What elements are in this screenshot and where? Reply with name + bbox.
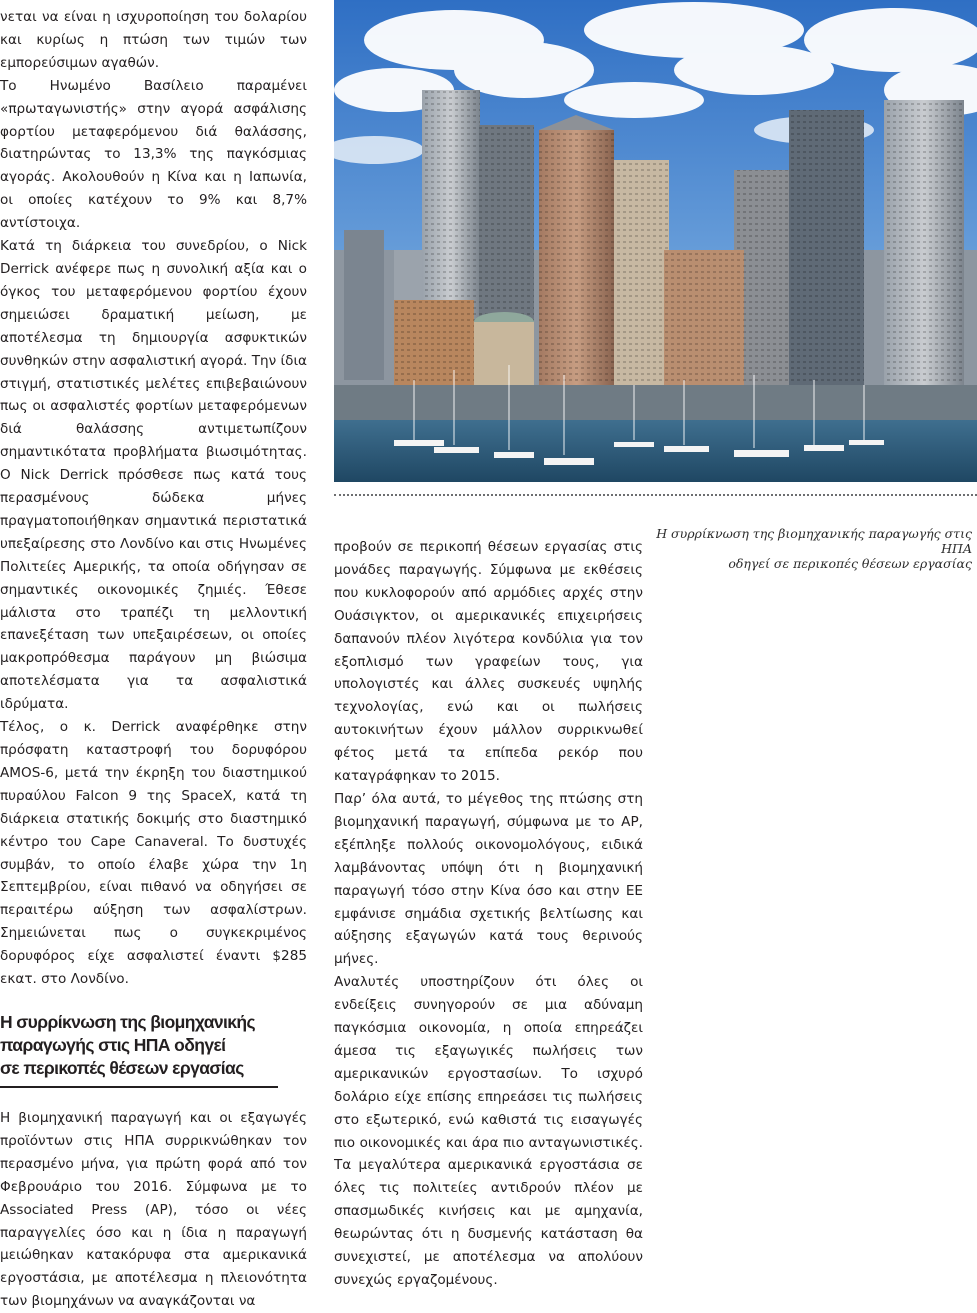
- paragraph: προβούν σε περικοπή θέσεων εργασίας στις μονάδες παραγωγής. Σύμφωνα με εκθέσεις που κυκλοφορούν από αρμόδιες αρχές στην Ουάσιγκτον, οι αμερικανικές επιχειρήσεις δαπανούν πλέον λιγότερα κονδύλια για τον εξοπλισμό των γραφείων τους, για υπολογιστές και άλλες συσκευές υψηλής τεχνολογίας, ενώ και οι πωλήσεις αυτοκινήτων έχουν μάλλον συρρικνωθεί φέτος μετά τα επίπεδα ρεκόρ που καταγράφηκαν το 2015.: [334, 539, 643, 785]
- heading-line: Η συρρίκνωση της βιομηχανικής: [0, 1011, 256, 1032]
- paragraph: Τέλος, ο κ. Derrick αναφέρθηκε στην πρόσφατη καταστροφή του δορυφόρου AMOS-6, μετά την έκρηξη του διαστημικού πυραύλου Falcon 9 της SpaceX, κατά τη διάρκεια στατικής δοκιμής στο διαστημικό κέντρο του Cape Canaveral. Το δυστυχές συμβάν, το οποίο έλαβε χώρα την 1η Σεπτεμβρίου, είναι πιθανό να οδηγήσει σε περαιτέρω αύξηση των ασφαλίστρων. Σημειώνεται πως ο συγκεκριμένος δορυφόρος είχε ασφαλιστεί έναντι $285 εκατ. στο Λονδίνο.: [0, 719, 307, 988]
- heading-line: σε περικοπές θέσεων εργασίας: [0, 1057, 244, 1078]
- paragraph: Παρ’ όλα αυτά, το μέγεθος της πτώσης στη βιομηχανική παραγωγή, σύμφωνα με το AP, εξέπληξε πολλούς οικονομολόγους, ειδικά λαμβάνοντας υπόψη ότι η βιομηχανική παραγωγή τόσο στην Κίνα όσο και στην ΕΕ εμφάνισε σημάδια σχετικής βελτίωσης και αύξησης εξαγωγών κατά τους θερινούς μήνες.: [334, 790, 643, 968]
- heading-line: παραγωγής στις ΗΠΑ οδηγεί: [0, 1034, 226, 1055]
- paragraph: Η βιομηχανική παραγωγή και οι εξαγωγές προϊόντων στις ΗΠΑ συρρικνώθηκαν τον περασμένο μήνα, για πρώτη φορά από τον Φεβρουάριο του 2016. Σύμφωνα με το Associated Press (AP), τόσο οι νέες παραγγελίες όσο και η ίδια η παραγωγή μειώθηκαν κατακόρυφα στα αμερικανικά εργοστάσια, με αποτέλεσμα η πλειονότητα των βιομηχάνων να αναγκάζονται να: [0, 1109, 307, 1310]
- photo-caption: [655, 526, 972, 571]
- section-heading: [0, 1011, 278, 1088]
- paragraph: Αναλυτές υποστηρίζουν ότι όλες οι ενδείξεις συνηγορούν σε μια αδύναμη παγκόσμια οικονομία, η οποία επηρεάζει άμεσα τις εξαγωγικές πωλήσεις των αμερικανικών εργοστασίων. Το ισχυρό δολάριο είχε επίσης επηρεάσει τις πωλήσεις στο εξωτερικό, ενώ καθιστά τις εισαγωγές πιο οικονομικές και άρα πιο ανταγωνιστικές. Τα μεγαλύτερα αμερικανικά εργοστάσια σε όλες τις πολιτείες αντιδρούν πλέον με σπασμωδικές κινήσεις και με αμηχανία, θεωρώντας ότι η δυσμενής κατάσταση θα συνεχιστεί, με αποτέλεσμα να απολύουν συνεχώς εργαζομένους.: [334, 974, 643, 1288]
- caption-line: οδηγεί σε περικοπές θέσεων εργασίας: [728, 556, 972, 571]
- dotted-divider: [334, 494, 977, 496]
- article-left-column: [0, 6, 307, 1313]
- article-middle-column: [334, 536, 643, 1292]
- paragraph: Κατά τη διάρκεια του συνεδρίου, ο Nick Derrick ανέφερε πως η συνολική αξία και ο όγκος του μεταφερόμενου φορτίου έχουν σημειώσει δραματική μείωση, με αποτέλεσμα τη δημιουργία ασφυκτικών συνθηκών στην ασφαλιστική αγορά. Την ίδια στιγμή, στατιστικές μελέτες επιβεβαιώνουν πως οι ασφαλιστές φορτίων μεταφερόμενων διά θαλάσσης αντιμετωπίζουν σημαντικότατα προβλήματα βιωσιμότητας. Ο Nick Derrick πρόσθεσε πως κατά τους περασμένους δώδεκα μήνες πραγματοποιήθηκαν σημαντικά περιστατικά υπεξαίρεσης στο Λονδίνο και στις Ηνωμένες Πολιτείες Αμερικής, τα οποία οδήγησαν σε σημαντικές οικονομικές ζημιές. Έθεσε μάλιστα στο τραπέζι τη μελλοντική επανεξέταση των υπεξαιρέσεων, οι οποίες μακροπρόθεσμα παράγουν μη βιώσιμα αποτελέσματα για τα ασφαλιστικά ιδρύματα.: [0, 238, 308, 713]
- boston-skyline-photo: [334, 0, 977, 482]
- caption-line: Η συρρίκνωση της βιομηχανικής παραγωγής στις ΗΠΑ: [656, 526, 972, 556]
- paragraph: νεται να είναι η ισχυροποίηση του δολαρίου και κυρίως η πτώση των τιμών των εμπορεύσιμων αγαθών.: [0, 9, 307, 71]
- paragraph: Το Ηνωμένο Βασίλειο παραμένει «πρωταγωνιστής» στην αγορά ασφάλισης φορτίου μεταφερόμενου διά θαλάσσης, διατηρώντας το 13,3% της παγκόσμιας αγοράς. Ακολουθούν η Κίνα και η Ιαπωνία, οι οποίες κατέχουν το 9% και 8,7% αντίστοιχα.: [0, 77, 307, 232]
